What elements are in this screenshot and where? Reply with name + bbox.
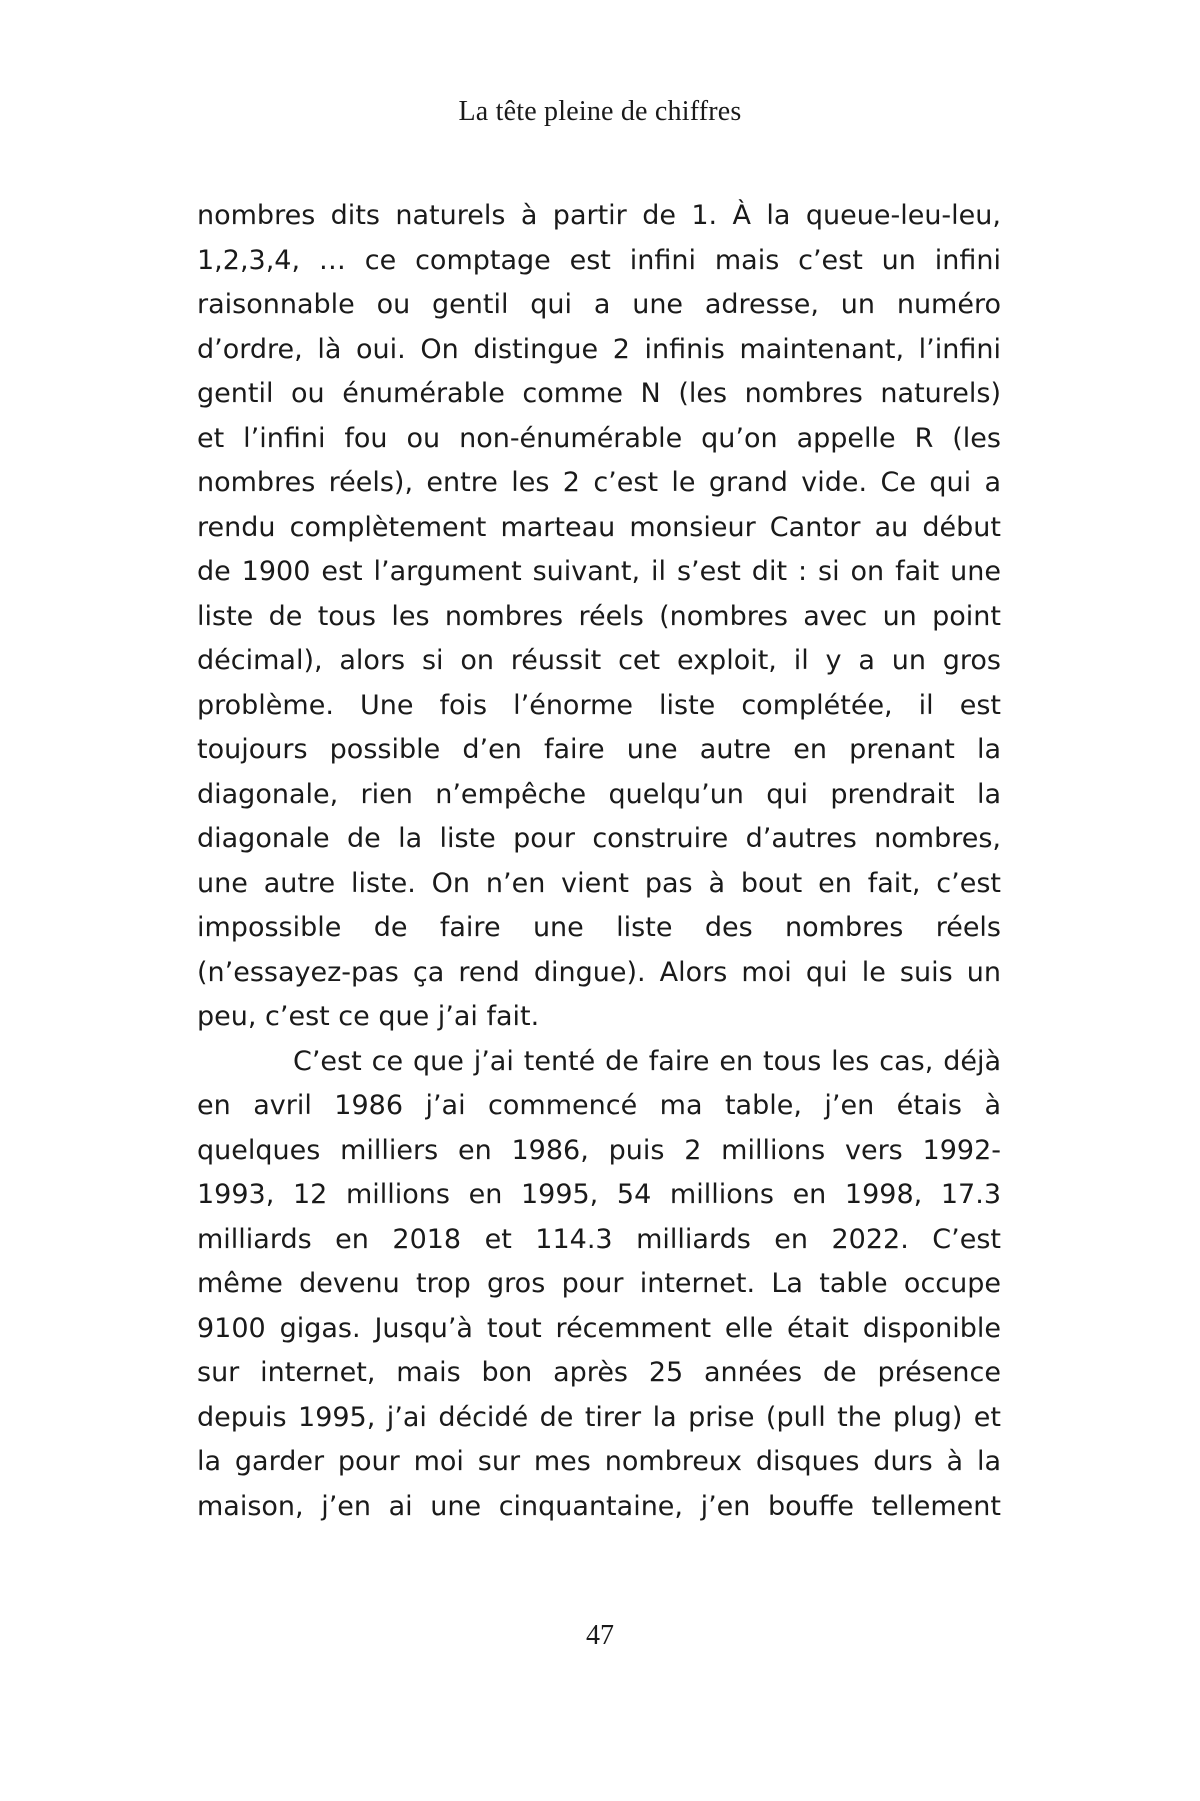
text-line: diagonale de la liste pour construire d’autres nombres, — [197, 823, 1001, 854]
text-line: problème. Une fois l’énorme liste complétée, il est — [197, 689, 1001, 721]
text-line: quelques milliers en 1986, puis 2 millions vers 1992- — [197, 1134, 1001, 1166]
text-line: en avril 1986 j’ai commencé ma table, j’en étais à — [197, 1090, 1001, 1121]
text-line: depuis 1995, j’ai décidé de tirer la prise (pull the plug) et — [197, 1401, 1001, 1433]
text-line: nombres dits naturels à partir de 1. À la queue-leu-leu, — [197, 200, 1001, 231]
running-header: La tête pleine de chiffres — [458, 96, 742, 127]
text-line: C’est ce que j’ai tenté de faire en tous les cas, déjà — [293, 1045, 1001, 1077]
text-line: (n’essayez-pas ça rend dingue). Alors moi qui le suis un — [197, 956, 1001, 988]
text-line: diagonale, rien n’empêche quelqu’un qui prendrait la — [197, 778, 1001, 810]
text-line: 1993, 12 millions en 1995, 54 millions en 1998, 17.3 — [197, 1179, 1001, 1210]
text-line: d’ordre, là oui. On distingue 2 infinis maintenant, l’infini — [197, 333, 1001, 365]
text-line: une autre liste. On n’en vient pas à bout en fait, c’est — [197, 867, 1001, 899]
text-line: 1,2,3,4, … ce comptage est infini mais c’est un infini — [197, 244, 1001, 276]
text-line: impossible de faire une liste des nombres réels — [197, 912, 1001, 943]
text-line: peu, c’est ce que j’ai fait. — [197, 1001, 540, 1032]
page-number: 47 — [586, 1620, 614, 1651]
text-line: raisonnable ou gentil qui a une adresse, un numéro — [197, 289, 1001, 320]
text-line: maison, j’en ai une cinquantaine, j’en bouffe tellement — [197, 1490, 1001, 1522]
text-line: milliards en 2018 et 114.3 milliards en 2022. C’est — [197, 1223, 1001, 1255]
text-line: liste de tous les nombres réels (nombres avec un point — [197, 600, 1001, 632]
text-line: et l’infini fou ou non-énumérable qu’on appelle R (les — [197, 422, 1001, 454]
text-line: toujours possible d’en faire une autre en prenant la — [197, 734, 1001, 765]
text-line: rendu complètement marteau monsieur Cantor au début — [197, 511, 1001, 543]
text-line: de 1900 est l’argument suivant, il s’est dit : si on fait une — [197, 556, 1001, 587]
text-line: décimal), alors si on réussit cet exploit, il y a un gros — [197, 645, 1001, 676]
text-line: sur internet, mais bon après 25 années de présence — [197, 1357, 1001, 1388]
text-line: gentil ou énumérable comme N (les nombres naturels) — [197, 378, 1001, 409]
paragraph — [197, 194, 1001, 1040]
paragraph — [197, 1040, 1001, 1530]
text-line: la garder pour moi sur mes nombreux disques durs à la — [197, 1446, 1001, 1477]
body-text — [197, 194, 1001, 1529]
text-line: même devenu trop gros pour internet. La table occupe — [197, 1268, 1001, 1299]
text-line: 9100 gigas. Jusqu’à tout récemment elle était disponible — [197, 1312, 1001, 1344]
text-line: nombres réels), entre les 2 c’est le grand vide. Ce qui a — [197, 467, 1001, 498]
